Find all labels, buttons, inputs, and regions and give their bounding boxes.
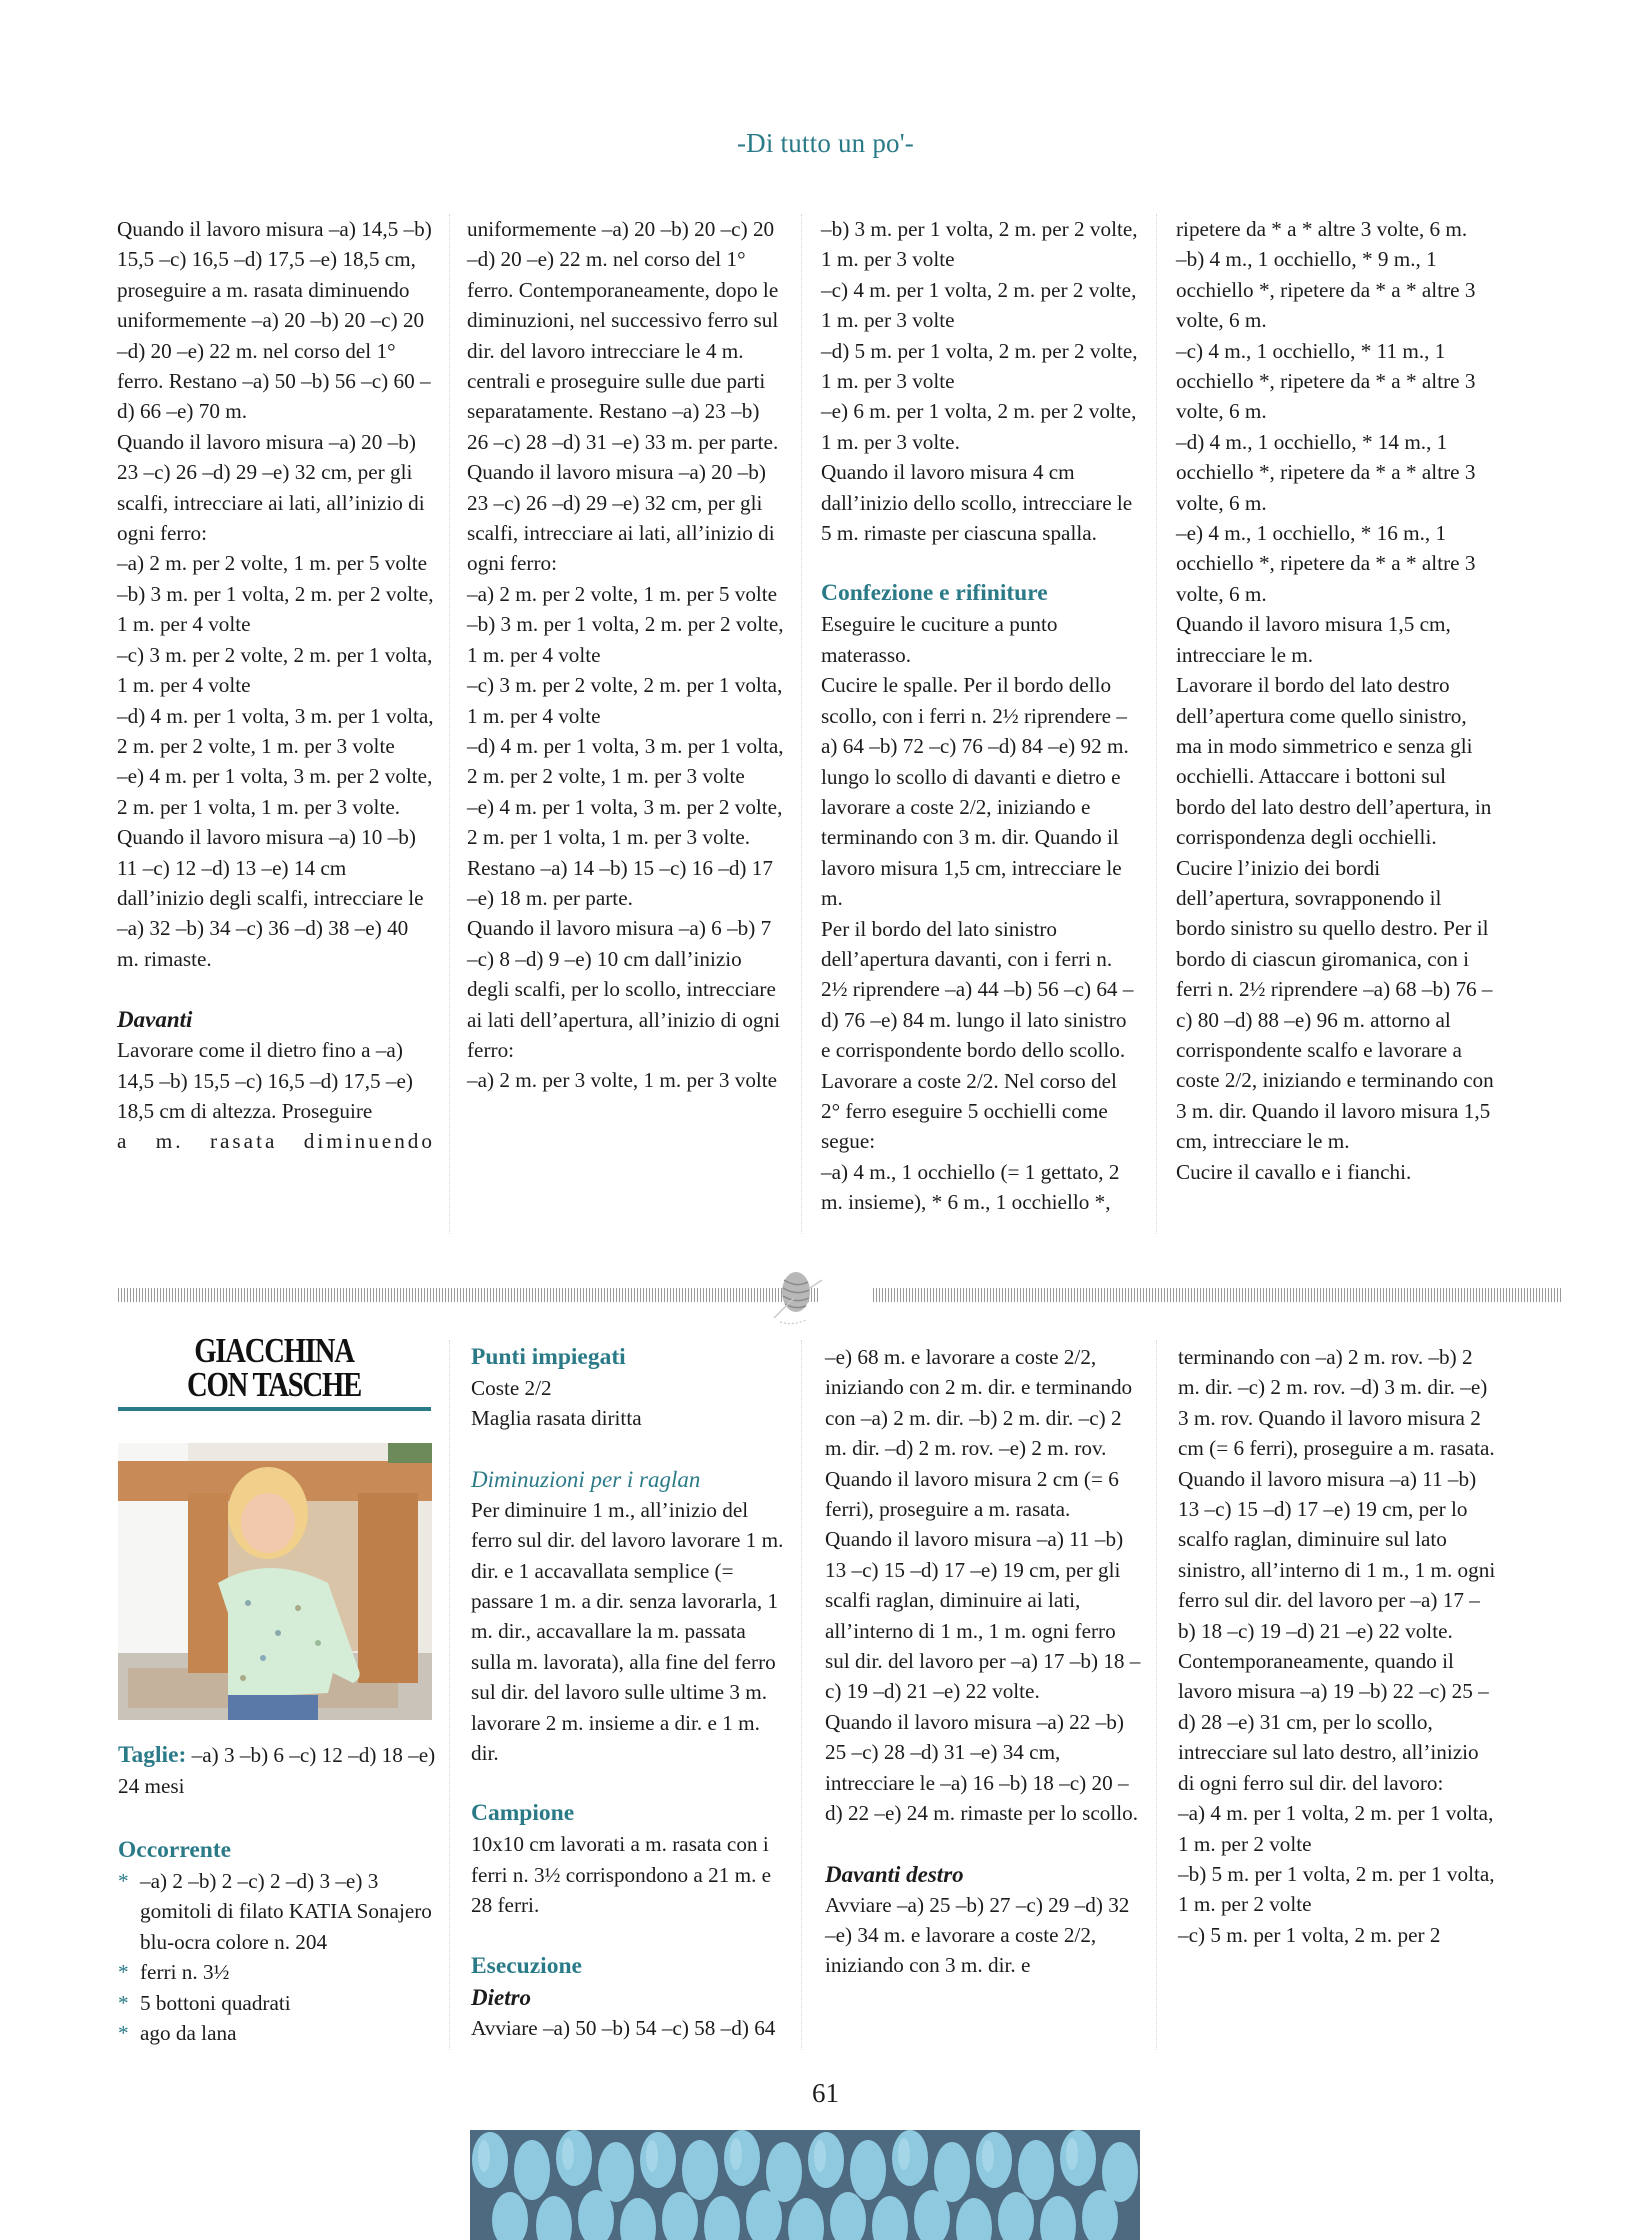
paragraph: –b) 3 m. per 1 volta, 2 m. per 2 volte, 1 m. per 3 volte xyxy=(821,217,1138,272)
back-heading: Dietro xyxy=(471,1984,532,2010)
asterisk-bullet-icon: * xyxy=(118,2021,129,2046)
paragraph: –c) 3 m. per 2 volte, 2 m. per 1 volta, 1 m. per 4 volte xyxy=(117,642,433,698)
paragraph: Avviare –a) 50 –b) 54 –c) 58 –d) 64 xyxy=(471,2015,776,2040)
decorative-divider-left xyxy=(118,1288,818,1302)
column-divider xyxy=(449,1340,450,2050)
paragraph: Quando il lavoro misura –a) 6 –b) 7 –c) 8 –d) 9 –e) 10 cm dall’inizio degli scalfi, per lo scollo, intrecciare ai lati dell’apertura, all’inizio di ogni ferro: xyxy=(467,916,780,1062)
section-heading-davanti: Davanti xyxy=(117,1007,193,1033)
column-divider xyxy=(801,1340,802,2050)
paragraph: –c) 5 m. per 1 volta, 2 m. per 2 xyxy=(1178,1922,1441,1947)
paragraph: Avviare –a) 25 –b) 27 –c) 29 –d) 32 –e) 34 m. e lavorare a coste 2/2, iniziando con 3 m. dir. e xyxy=(825,1892,1130,1978)
paragraph: –e) 68 m. e lavorare a coste 2/2, iniziando con 2 m. dir. e terminando con –a) 2 m. dir. –b) 2 m. dir. –c) 2 m. dir. –d) 2 m. rov. –e) 2 m. rov. Quando il lavoro misura 2 cm (= 6 ferri), proseguire a m. rasata. xyxy=(825,1345,1133,1522)
sizes-block xyxy=(118,1740,436,1801)
paragraph: Quando il lavoro misura –a) 10 –b) 11 –c) 12 –d) 13 –e) 14 cm dall’inizio degli scalfi, intrecciare le –a) 32 –b) 34 –c) 36 –d) 38 –e) 40 m. rimaste. xyxy=(117,825,424,971)
decreases-heading: Diminuzioni per i raglan xyxy=(471,1466,701,1492)
paragraph: Restano –a) 14 –b) 15 –c) 16 –d) 17 –e) 18 m. per parte. xyxy=(467,855,773,910)
paragraph: –e) 4 m. per 1 volta, 3 m. per 2 volte, 2 m. per 1 volta, 1 m. per 3 volte. xyxy=(467,794,783,850)
stitches-heading: Punti impiegati xyxy=(471,1344,626,1370)
paragraph: Quando il lavoro misura –a) 22 –b) 25 –c) 28 –d) 31 –e) 34 cm, intrecciare le –a) 16 –b) 18 –c) 20 –d) 22 –e) 24 m. rimaste per lo scollo. xyxy=(825,1709,1139,1826)
paragraph: Eseguire le cuciture a punto materasso. xyxy=(821,612,1058,667)
top-column-1 xyxy=(117,214,435,1157)
paragraph: Cucire il cavallo e i fianchi. xyxy=(1176,1159,1412,1184)
paragraph: Per il bordo del lato sinistro dell’apertura davanti, con i ferri n. 2½ riprendere –a) 44 –b) 56 –c) 64 –d) 76 –e) 84 m. lungo il lato sinistro e corrispondente bordo dello scollo. Lavorare a coste 2/2. Nel corso del 2° ferro eseguire 5 occhielli come segue: xyxy=(821,916,1134,1154)
paragraph: –a) 2 m. per 2 volte, 1 m. per 5 volte xyxy=(117,551,428,576)
top-column-3 xyxy=(821,214,1139,1218)
paragraph: terminando con –a) 2 m. rov. –b) 2 m. dir. –c) 2 m. rov. –d) 3 m. dir. –e) 3 m. rov. Quando il lavoro misura 2 cm (= 6 ferri), proseguire a m. rasata. xyxy=(1178,1345,1495,1461)
paragraph: Quando il lavoro misura 1,5 cm, intrecciare le m. xyxy=(1176,612,1451,667)
product-photo xyxy=(118,1443,432,1720)
sizes-value: –a) 3 –b) 6 –c) 12 –d) 18 –e) 24 mesi xyxy=(118,1743,436,1798)
paragraph: Quando il lavoro misura –a) 14,5 –b) 15,5 –c) 16,5 –d) 17,5 –e) 18,5 cm, proseguire a m. rasata diminuendo uniformemente –a) 20 –b) 20 –c) 20 –d) 20 –e) 22 m. nel corso del 1° ferro. Restano –a) 50 –b) 56 –c) 60 –d) 66 –e) 70 m. xyxy=(117,217,432,424)
asterisk-bullet-icon: * xyxy=(118,1869,129,1893)
paragraph: –b) 3 m. per 1 volta, 2 m. per 2 volte, 1 m. per 4 volte xyxy=(467,612,784,667)
knit-swatch-image xyxy=(470,2130,1140,2240)
paragraph: Quando il lavoro misura –a) 11 –b) 13 –c) 15 –d) 17 –e) 19 cm, per gli scalfi raglan, diminuire ai lati, all’interno di 1 m., 1 m. ogni ferro sul dir. del lavoro per –a) 17 –b) 18 –c) 19 –d) 21 –e) 22 volte. xyxy=(825,1527,1141,1704)
bottom-column-2 xyxy=(471,1342,789,2043)
paragraph: –e) 6 m. per 1 volta, 2 m. per 2 volte, 1 m. per 3 volte. xyxy=(821,399,1137,454)
paragraph: Quando il lavoro misura 4 cm dall’inizio dello scollo, intrecciare le 5 m. rimaste per ciascuna spalla. xyxy=(821,460,1133,546)
top-column-4 xyxy=(1176,214,1494,1187)
column-divider xyxy=(449,214,450,1234)
paragraph: uniformemente –a) 20 –b) 20 –c) 20 –d) 20 –e) 22 m. nel corso del 1° ferro. Contemporaneamente, dopo le diminuzioni, nel successivo ferro sul dir. del lavoro intrecciare le 4 m. centrali e proseguire sulle due parti separatamente. Restano –a) 23 –b) 26 –c) 28 –d) 31 –e) 33 m. per parte. xyxy=(467,217,779,454)
paragraph: Quando il lavoro misura –a) 20 –b) 23 –c) 26 –d) 29 –e) 32 cm, per gli scalfi, intrecciare ai lati, all’inizio di ogni ferro: xyxy=(467,460,775,576)
paragraph: Per diminuire 1 m., all’inizio del ferro sul dir. del lavoro lavorare 1 m. dir. e 1 accavallata semplice (= passare 1 m. a dir. senza lavorarla, 1 m. dir., accavallare la m. passata sulla m. lavorata), alla fine del ferro sul dir. del lavoro sulle ultime 3 m. lavorare 2 m. insieme a dir. e 1 m. dir. xyxy=(471,1497,784,1766)
paragraph: –b) 4 m., 1 occhiello, * 9 m., 1 occhiello *, ripetere da * a * altre 3 volte, 6 m. xyxy=(1176,247,1476,333)
right-front-heading: Davanti destro xyxy=(825,1861,964,1887)
paragraph: a m. rasata diminuendo xyxy=(117,1129,435,1154)
gauge-heading: Campione xyxy=(471,1800,575,1827)
paragraph: –c) 4 m., 1 occhiello, * 11 m., 1 occhiello *, ripetere da * a * altre 3 volte, 6 m. xyxy=(1176,338,1476,424)
materials-block xyxy=(118,1835,436,2048)
paragraph: –a) 4 m. per 1 volta, 2 m. per 1 volta, 1 m. per 2 volte xyxy=(1178,1801,1494,1856)
paragraph: –d) 4 m., 1 occhiello, * 14 m., 1 occhiello *, ripetere da * a * altre 3 volte, 6 m. xyxy=(1176,429,1476,515)
list-item: * 5 bottoni quadrati xyxy=(118,1988,436,2018)
paragraph: –b) 3 m. per 1 volta, 2 m. per 2 volte, 1 m. per 4 volte xyxy=(117,581,434,637)
paragraph: –c) 4 m. per 1 volta, 2 m. per 2 volte, 1 m. per 3 volte xyxy=(821,277,1137,333)
bottom-column-3 xyxy=(825,1342,1143,1981)
paragraph: 10x10 cm lavorati a m. rasata con i ferri n. 3½ corrispondono a 21 m. e 28 ferri. xyxy=(471,1832,772,1918)
paragraph: Lavorare il bordo del lato destro dell’apertura come quello sinistro, ma in modo simmetrico e senza gli occhielli. Attaccare i bottoni sul bordo del lato destro dell’apertura, in corrispondenza degli occhielli. Cucire l’inizio dei bordi dell’apertura, sovrapponendo il bordo sinistro su quello destro. Per il bordo di ciascun giromanica, con i ferri n. 2½ riprendere –a) 68 –b) 76 –c) 80 –d) 88 –e) 96 m. attorno al corrispondente scalfo e lavorare a coste 2/2, iniziando e terminando con 3 m. dir. Quando il lavoro misura 1,5 cm, intrecciare le m. xyxy=(1176,673,1494,1154)
paragraph: –b) 5 m. per 1 volta, 2 m. per 1 volta, 1 m. per 2 volte xyxy=(1178,1861,1495,1917)
running-head: -Di tutto un po'- xyxy=(736,128,914,158)
paragraph: Lavorare come il dietro fino a –a) 14,5 –b) 15,5 –c) 16,5 –d) 17,5 –e) 18,5 cm di altezza. Proseguire xyxy=(117,1038,413,1123)
paragraph: –d) 4 m. per 1 volta, 3 m. per 1 volta, 2 m. per 2 volte, 1 m. per 3 volte xyxy=(467,733,784,789)
yarn-ball-icon xyxy=(760,1262,830,1332)
execution-heading: Esecuzione xyxy=(471,1952,582,1979)
list-item: * ago da lana xyxy=(118,2018,436,2048)
paragraph: –e) 4 m., 1 occhiello, * 16 m., 1 occhiello *, ripetere da * a * altre 3 volte, 6 m. xyxy=(1176,521,1476,606)
paragraph: –d) 4 m. per 1 volta, 3 m. per 1 volta, 2 m. per 2 volte, 1 m. per 3 volte xyxy=(117,703,434,758)
page-number: 61 xyxy=(812,2078,839,2108)
materials-heading: Occorrente xyxy=(118,1837,232,1863)
list-item: * –a) 2 –b) 2 –c) 2 –d) 3 –e) 3 gomitoli di filato KATIA Sonajero blu-ocra colore n. 204 xyxy=(118,1866,436,1957)
title-line-2: CON TASCHE xyxy=(186,1365,362,1404)
stitch-item: Maglia rasata diritta xyxy=(471,1406,642,1431)
paragraph: –c) 3 m. per 2 volte, 2 m. per 1 volta, 1 m. per 4 volte xyxy=(467,673,783,728)
list-item: * ferri n. 3½ xyxy=(118,1957,436,1987)
paragraph: –d) 5 m. per 1 volta, 2 m. per 2 volte, 1 m. per 3 volte xyxy=(821,338,1138,394)
asterisk-bullet-icon: * xyxy=(118,1960,129,1985)
paragraph: –a) 2 m. per 2 volte, 1 m. per 5 volte xyxy=(467,581,778,606)
column-divider xyxy=(1156,214,1157,1234)
paragraph: –a) 2 m. per 3 volte, 1 m. per 3 volte xyxy=(467,1068,778,1093)
paragraph: Quando il lavoro misura –a) 20 –b) 23 –c) 26 –d) 29 –e) 32 cm, per gli scalfi, intrecciare ai lati, all’inizio di ogni ferro: xyxy=(117,429,425,546)
sizes-label: Taglie: xyxy=(118,1742,187,1768)
asterisk-bullet-icon: * xyxy=(118,1990,129,2015)
decorative-divider-right xyxy=(873,1288,1563,1302)
bottom-column-4 xyxy=(1178,1342,1496,1950)
paragraph: Contemporaneamente, quando il lavoro misura –a) 19 –b) 22 –c) 25 –d) 28 –e) 31 cm, per lo scollo, intrecciare sul lato destro, all’inizio di ogni ferro sul dir. del lavoro: xyxy=(1178,1649,1489,1795)
paragraph: Quando il lavoro misura –a) 11 –b) 13 –c) 15 –d) 17 –e) 19 cm, per lo scalfo raglan, diminuire sul lato sinistro, all’interno di 1 m., 1 m. ogni ferro sul dir. del lavoro per –a) 17 –b) 18 –c) 19 –d) 21 –e) 22 volte. xyxy=(1178,1466,1496,1643)
column-divider xyxy=(801,214,802,1234)
top-column-2 xyxy=(467,214,785,1096)
paragraph: ripetere da * a * altre 3 volte, 6 m. xyxy=(1176,217,1468,241)
title-underline xyxy=(118,1407,431,1411)
column-divider xyxy=(1156,1340,1157,2050)
paragraph: –e) 4 m. per 1 volta, 3 m. per 2 volte, 2 m. per 1 volta, 1 m. per 3 volte. xyxy=(117,764,433,819)
title-line-1: GIACCHINA xyxy=(194,1331,354,1370)
stitch-item: Coste 2/2 xyxy=(471,1376,552,1400)
paragraph: Cucire le spalle. Per il bordo dello scollo, con i ferri n. 2½ riprendere –a) 64 –b) 72 –c) 76 –d) 84 –e) 92 m. lungo lo scollo di davanti e dietro e lavorare a coste 2/2, iniziando e terminando con 3 m. dir. Quando il lavoro misura 1,5 cm, intrecciare le m. xyxy=(821,673,1129,911)
section-heading-confezione: Confezione e rifiniture xyxy=(821,580,1048,607)
materials-list xyxy=(118,1866,436,2048)
pattern-title xyxy=(118,1331,430,1404)
paragraph: –a) 4 m., 1 occhiello (= 1 gettato, 2 m. insieme), * 6 m., 1 occhiello *, xyxy=(821,1159,1120,1215)
